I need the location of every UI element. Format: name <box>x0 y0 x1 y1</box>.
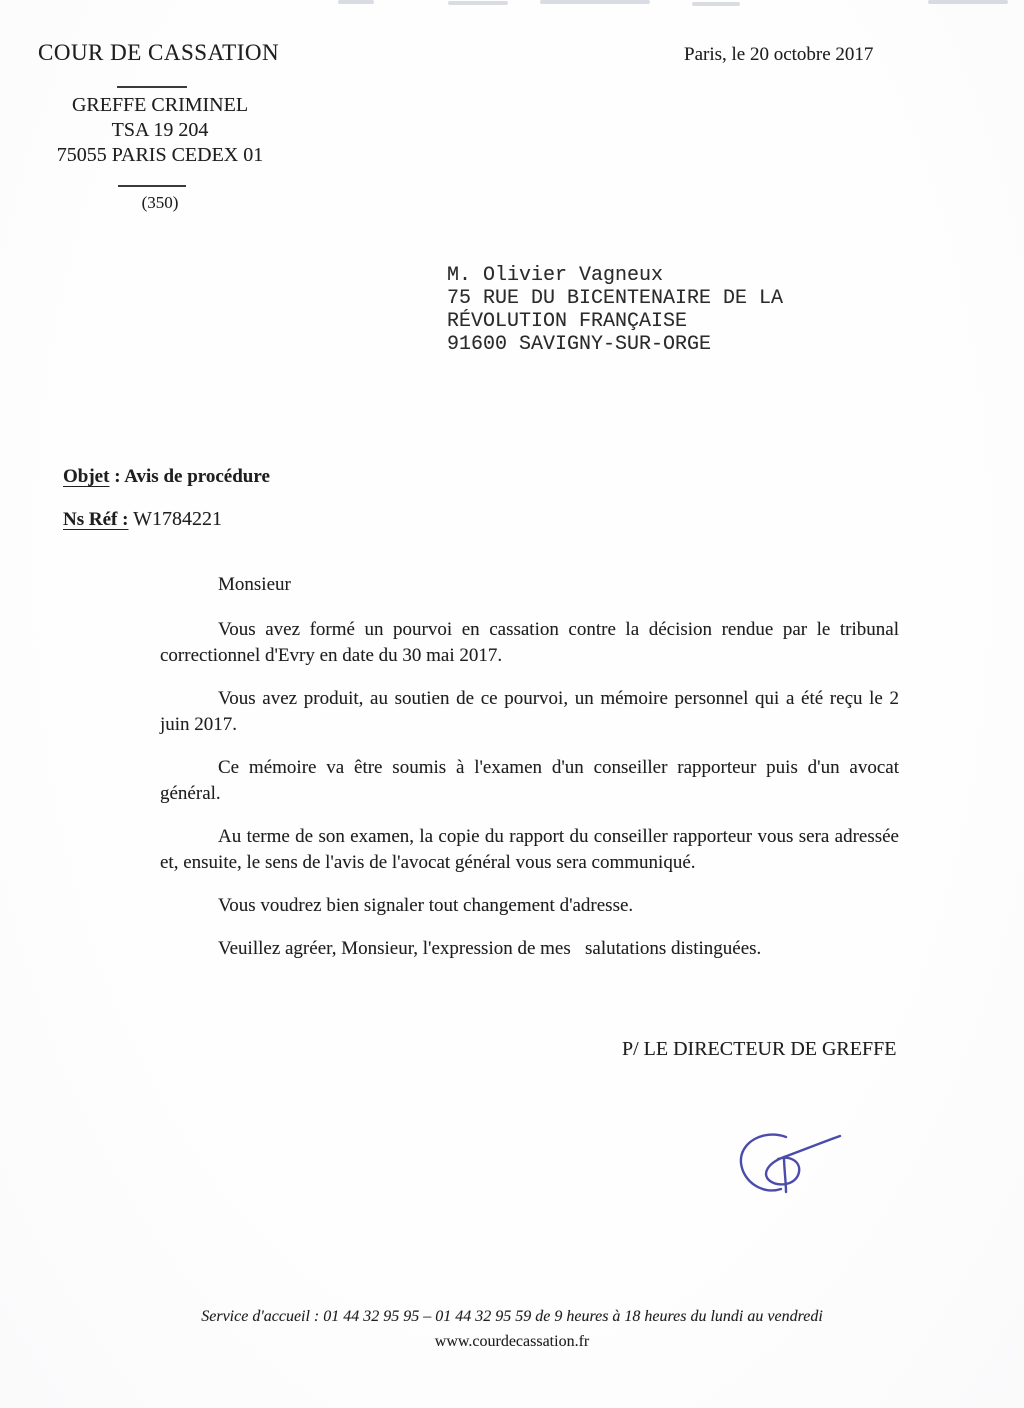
footer-website: www.courdecassation.fr <box>434 1333 590 1350</box>
reference-line <box>63 508 222 531</box>
dateline: Paris, le 20 octobre 2017 <box>684 44 874 65</box>
paragraph: Vous voudrez bien signaler tout changement d'adresse. <box>218 895 634 916</box>
paragraph: Vous avez produit, au soutien de ce pourvoi, un mémoire personnel qui a été reçu le 2 juin 2017. <box>160 688 899 735</box>
letterhead-address <box>20 93 300 168</box>
letter-body <box>160 572 899 979</box>
subject-value: : Avis de procédure <box>109 466 270 487</box>
scan-artifact <box>692 2 740 6</box>
footer <box>0 1304 1024 1354</box>
letterhead-code: (350) <box>141 193 179 212</box>
scan-artifact <box>540 0 650 4</box>
subject-line <box>63 466 270 488</box>
letterhead-city: 75055 PARIS CEDEX 01 <box>56 144 264 166</box>
reference-value: W1784221 <box>128 508 222 530</box>
recipient-street: 75 RUE DU BICENTENAIRE DE LA <box>447 287 784 310</box>
paragraph: Vous avez formé un pourvoi en cassation contre la décision rendue par le tribunal correctionnel d'Evry en date du 30 mai 2017. <box>160 619 899 666</box>
closing-paragraph: Veuillez agréer, Monsieur, l'expression de mes salutations distinguées. <box>218 938 762 959</box>
letterhead-institution: COUR DE CASSATION <box>38 40 280 65</box>
scan-artifact <box>448 1 508 5</box>
recipient-address-block <box>447 264 783 356</box>
handwritten-signature <box>728 1126 846 1198</box>
recipient-city: 91600 SAVIGNY-SUR-ORGE <box>447 333 712 356</box>
recipient-name: M. Olivier Vagneux <box>447 264 664 287</box>
scan-artifact <box>928 0 1008 4</box>
paragraph: Au terme de son examen, la copie du rapport du conseiller rapporteur vous sera adressée et, ensuite, le sens de l'avis de l'avocat général vous sera communiqué. <box>160 826 899 873</box>
reference-label: Ns Réf : <box>63 509 129 530</box>
scan-artifact <box>338 0 374 4</box>
letterhead-service: GREFFE CRIMINEL <box>71 94 249 116</box>
subject-label: Objet <box>63 466 110 487</box>
footer-service-line: Service d'accueil : 01 44 32 95 95 – 01 44 32 95 59 de 9 heures à 18 heures du lundi au vendredi <box>201 1308 823 1325</box>
recipient-street2: RÉVOLUTION FRANÇAISE <box>447 310 688 333</box>
signatory-title: P/ LE DIRECTEUR DE GREFFE <box>622 1038 897 1060</box>
letterhead-divider <box>117 86 187 88</box>
paragraph: Ce mémoire va être soumis à l'examen d'un conseiller rapporteur puis d'un avocat général. <box>160 757 899 804</box>
salutation: Monsieur <box>218 574 291 595</box>
letterhead-box: TSA 19 204 <box>111 119 209 141</box>
letterhead-divider <box>118 185 186 187</box>
